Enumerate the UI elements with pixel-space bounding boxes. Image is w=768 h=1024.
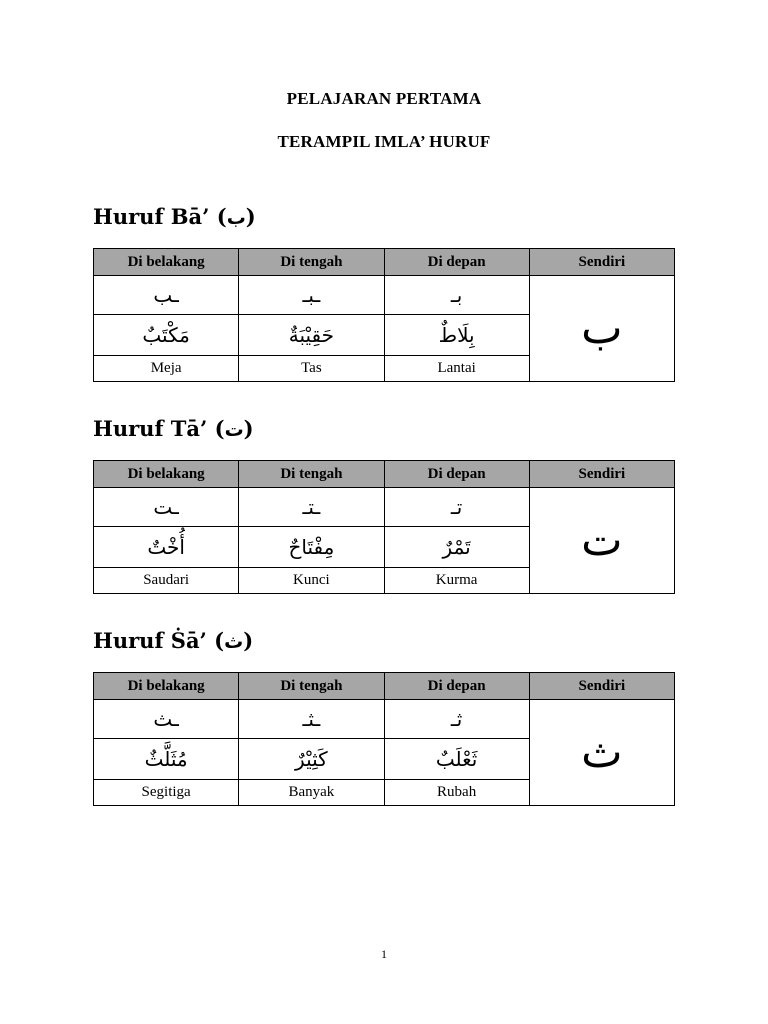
standalone-letter: ث <box>529 700 674 806</box>
word-start: بِلَاطٌ <box>384 315 529 356</box>
section-title-letter: ث <box>224 631 244 653</box>
header-end: Di belakang <box>94 249 239 276</box>
section-title-suffix: ) <box>243 416 254 441</box>
word-middle: حَقِيْبَةٌ <box>239 315 384 356</box>
letter-form-row <box>94 276 675 315</box>
header-start: Di depan <box>384 673 529 700</box>
section-title-letter: ب <box>226 207 246 229</box>
meaning-middle: Kunci <box>239 568 384 594</box>
header-middle: Di tengah <box>239 249 384 276</box>
standalone-letter: ت <box>529 488 674 594</box>
form-end: ـت <box>94 488 239 527</box>
form-start: بـ <box>384 276 529 315</box>
table-header-row <box>94 673 675 700</box>
meaning-end: Meja <box>94 356 239 382</box>
form-end: ـب <box>94 276 239 315</box>
word-start: تَمْرٌ <box>384 527 529 568</box>
form-middle: ـثـ <box>239 700 384 739</box>
meaning-middle: Tas <box>239 356 384 382</box>
letter-form-row <box>94 700 675 739</box>
section-title-prefix: Huruf Bā’ ( <box>93 204 227 229</box>
meaning-middle: Banyak <box>239 780 384 806</box>
header-middle: Di tengah <box>239 673 384 700</box>
header-alone: Sendiri <box>529 461 674 488</box>
section-title-suffix: ) <box>245 204 256 229</box>
header-middle: Di tengah <box>239 461 384 488</box>
meaning-end: Segitiga <box>94 780 239 806</box>
page-number: 1 <box>381 947 387 961</box>
section-title-letter: ت <box>224 419 244 441</box>
table-header-row <box>94 461 675 488</box>
meaning-start: Rubah <box>384 780 529 806</box>
section-title-ta <box>93 416 254 441</box>
header-alone: Sendiri <box>529 249 674 276</box>
word-start: ثَعْلَبٌ <box>384 739 529 780</box>
form-middle: ـتـ <box>239 488 384 527</box>
meaning-start: Lantai <box>384 356 529 382</box>
standalone-letter: ب <box>529 276 674 382</box>
section-title-ba <box>93 204 256 229</box>
section-title-prefix: Huruf Tā’ ( <box>93 416 225 441</box>
header-end: Di belakang <box>94 461 239 488</box>
section-title-prefix: Huruf Ṡā’ ( <box>93 628 225 653</box>
letter-table-ta <box>93 460 675 594</box>
header-start: Di depan <box>384 249 529 276</box>
document-title: PELAJARAN PERTAMA <box>286 89 482 108</box>
word-middle: كَثِيْرٌ <box>239 739 384 780</box>
table-header-row <box>94 249 675 276</box>
header-alone: Sendiri <box>529 673 674 700</box>
meaning-end: Saudari <box>94 568 239 594</box>
header-end: Di belakang <box>94 673 239 700</box>
word-end: مَكْتَبٌ <box>94 315 239 356</box>
meaning-start: Kurma <box>384 568 529 594</box>
form-start: تـ <box>384 488 529 527</box>
letter-form-row <box>94 488 675 527</box>
form-start: ثـ <box>384 700 529 739</box>
word-middle: مِفْتَاحٌ <box>239 527 384 568</box>
letter-table-ba <box>93 248 675 382</box>
document-subtitle: TERAMPIL IMLA’ HURUF <box>277 132 491 151</box>
word-end: مُثَلَّثٌ <box>94 739 239 780</box>
section-title-tsa <box>93 628 253 653</box>
header-start: Di depan <box>384 461 529 488</box>
form-end: ـث <box>94 700 239 739</box>
word-end: أُخْتٌ <box>94 527 239 568</box>
letter-table-tsa <box>93 672 675 806</box>
form-middle: ـبـ <box>239 276 384 315</box>
section-title-suffix: ) <box>243 628 254 653</box>
